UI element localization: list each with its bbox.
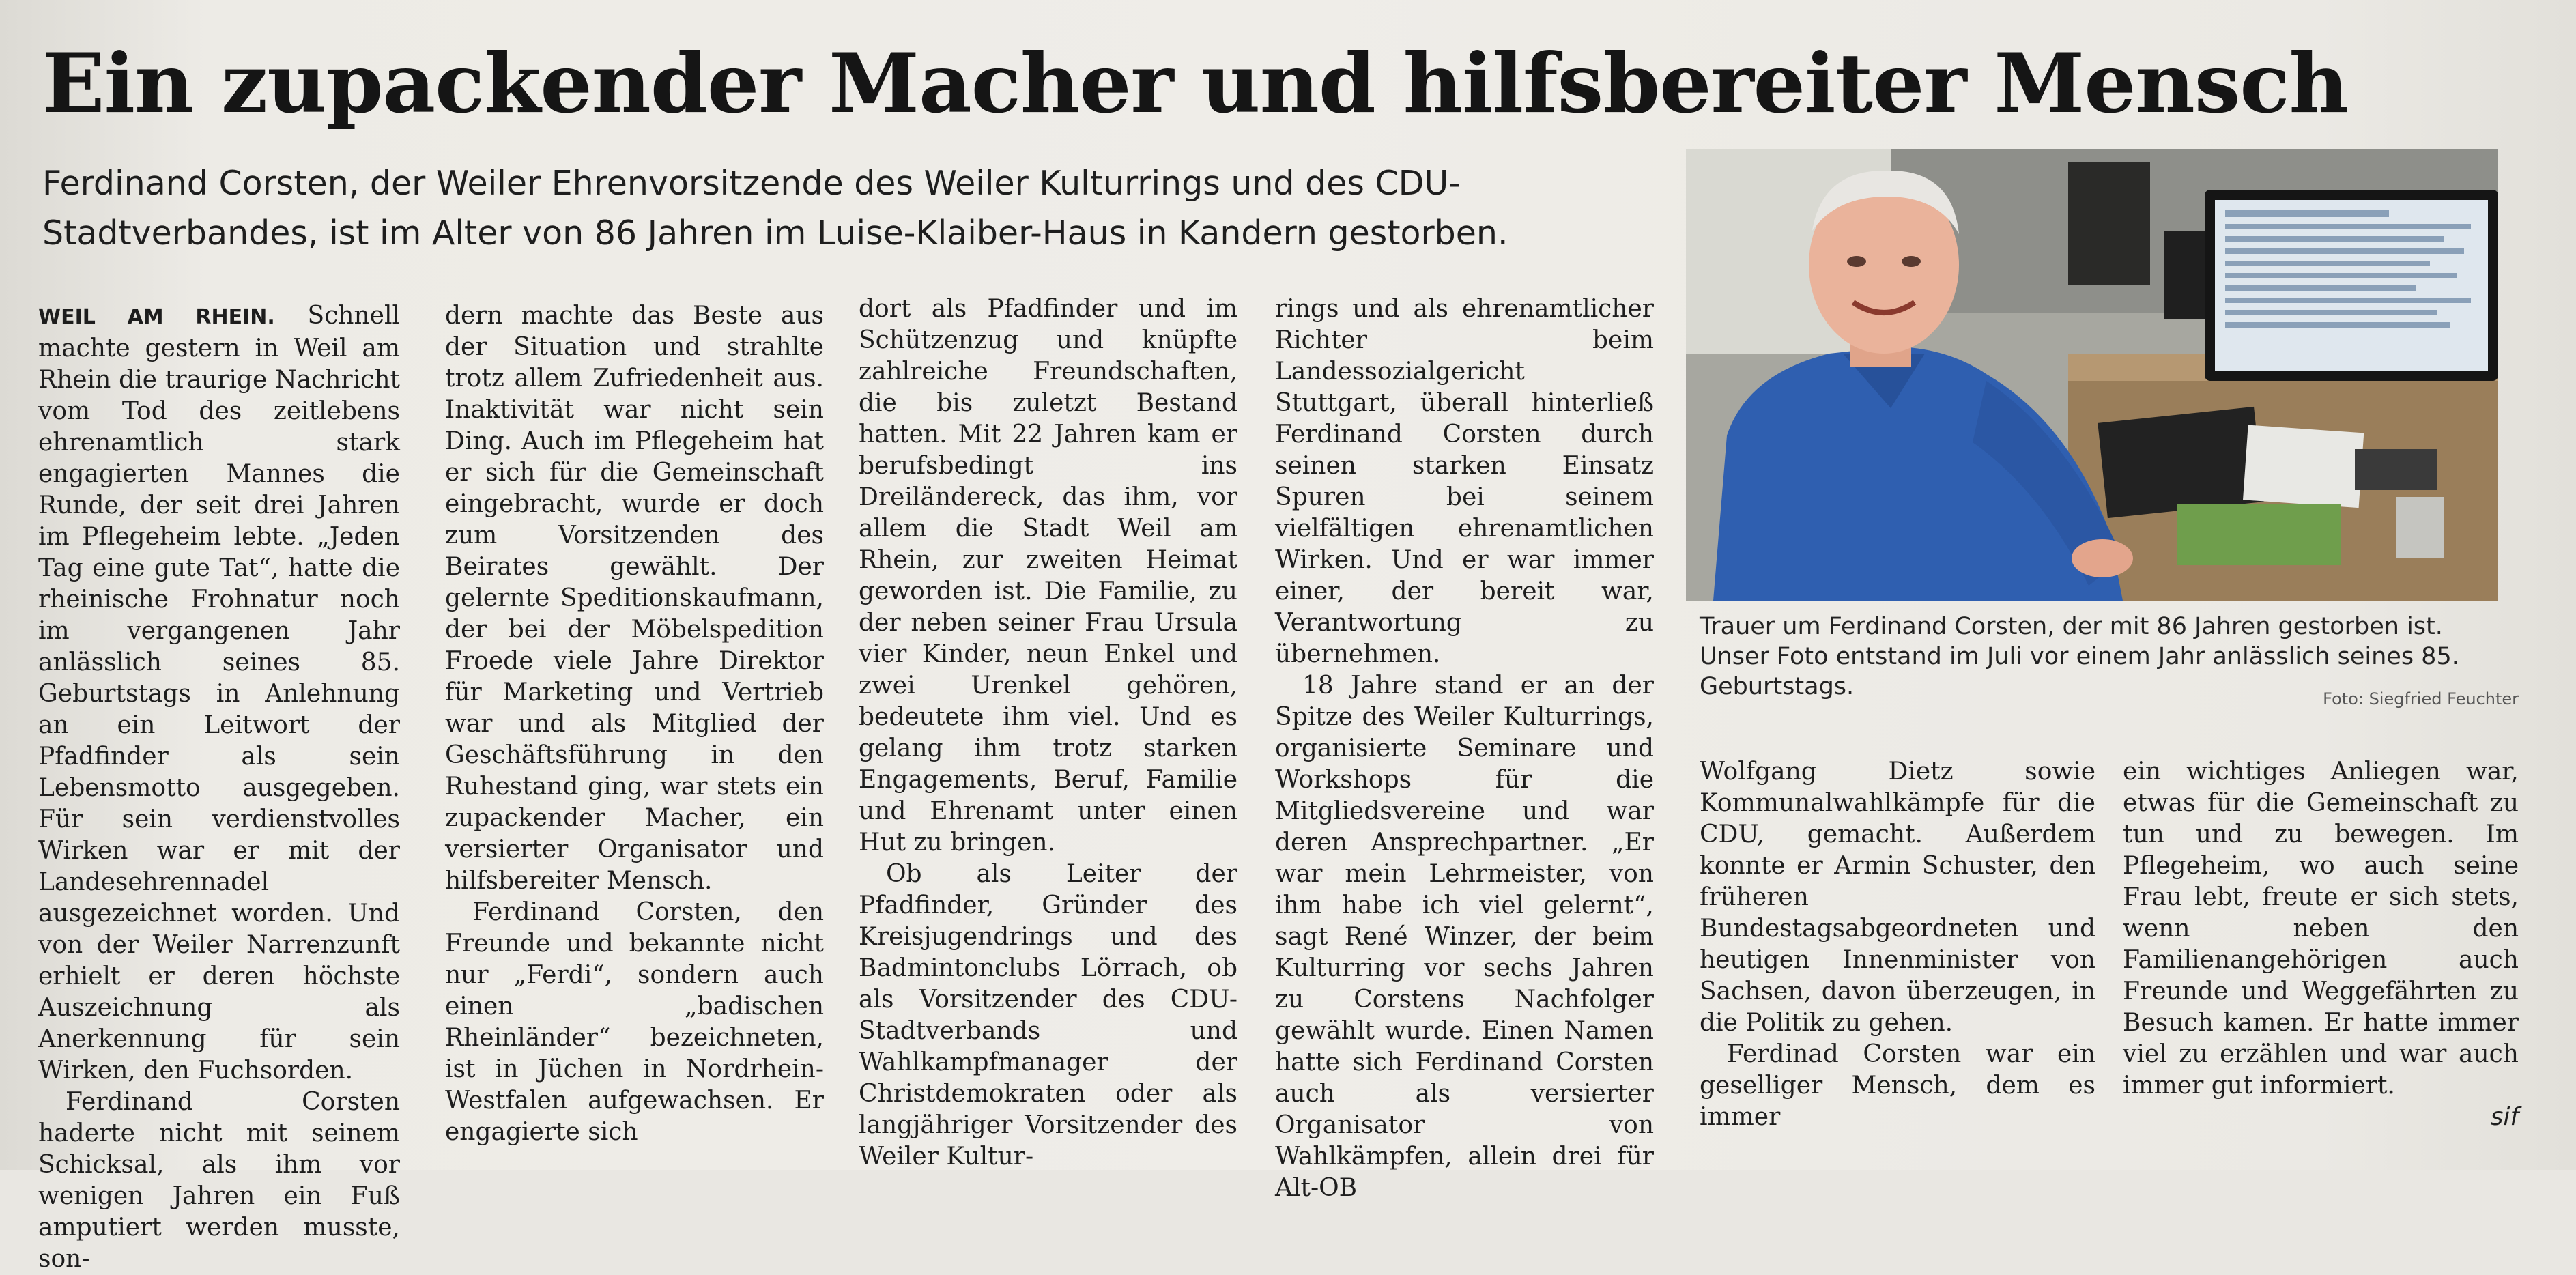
article-column-5 [1700,756,2095,1133]
article-column-2 [445,300,824,1148]
portrait-photo [1686,149,2498,601]
paragraph: Ferdinad Corsten war ein geselliger Mensch, dem es immer [1700,1040,2095,1131]
dateline: WEIL AM RHEIN. [38,305,275,329]
subheadline: Ferdinand Corsten, der Weiler Ehrenvorsitzende des Weiler Kulturrings und des CDU-Stadtverbandes, ist im Alter von 86 Jahren im Luise-Klaiber-Haus in Kandern gestorben. [42,164,1508,253]
paragraph: Ferdinand Corsten, den Freunde und bekannte nicht nur „Ferdi“, sondern auch einen „badischen Rheinländer“ bezeichneten, ist in Jüchen in Nordrhein-Westfalen aufgewachsen. Er engagierte sich [445,898,824,1146]
photo-caption: Trauer um Ferdinand Corsten, der mit 86 Jahren gestorben ist. Unser Foto entstand im Juli vor einem Jahr anlässlich seines 85. Geburtstags. [1700,613,2459,700]
photo-credit: Foto: Siegfried Feuchter [2323,689,2519,708]
article-column-4 [1275,293,1654,1204]
paragraph: dort als Pfadfinder und im Schützenzug und knüpfte zahlreiche Freundschaften, die bis zuletzt Bestand hatten. Mit 22 Jahren kam er berufsbedingt ins Dreiländereck, das ihm, vor allem die Stadt Weil am Rhein, zur zweiten Heimat geworden ist. Die Familie, zu der neben seiner Frau Ursula vier Kinder, neun Enkel und zwei Urenkel gehören, bedeutete ihm viel. Und es gelang ihm trotz starken Engagements, Beruf, Familie und Ehrenamt unter einen Hut zu bringen. [859,295,1237,857]
paragraph: 18 Jahre stand er an der Spitze des Weiler Kulturrings, organisierte Seminare und Workshops für die Mitgliedsvereine und war deren Ansprechpartner. „Er war mein Lehrmeister, von ihm habe ich viel gelernt“, sagt René Winzer, der beim Kulturring vor sechs Jahren zu Corstens Nachfolger gewählt wurde. Einen Namen hatte sich Ferdinand Corsten auch als versierter Organisator von Wahlkämpfen, allein drei für Alt-OB [1275,672,1654,1202]
headline: Ein zupackender Macher und hilfsbereiter Mensch [42,35,2348,132]
paragraph: Ob als Leiter der Pfadfinder, Gründer des Kreisjugendrings und des Badmintonclubs Lörrach, ob als Vorsitzender des CDU-Stadtverbands und Wahlkampfmanager der Christdemokraten oder als langjähriger Vorsitzender des Weiler Kultur- [859,860,1237,1171]
paragraph: dern machte das Beste aus der Situation und strahlte trotz allem Zufriedenheit aus. Inaktivität war nicht sein Ding. Auch im Pflegeheim hat er sich für die Gemeinschaft eingebracht, wurde er doch zum Vorsitzenden des Beirates gewählt. Der gelernte Speditionskaufmann, der bei der Möbelspedition Froede viele Jahre Direktor für Marketing und Vertrieb war und als Mitglied der Geschäftsführung in den Ruhestand ging, war stets ein zupackender Macher, ein versierter Organisator und hilfsbereiter Mensch. [445,302,824,895]
article-column-3 [859,293,1237,1173]
article-column-1 [38,300,400,1275]
paragraph: Schnell machte gestern in Weil am Rhein die traurige Nachricht vom Tod des zeitlebens ehrenamtlich stark engagierten Mannes die Runde, der seit drei Jahren im Pflegeheim lebte. „Jeden Tag eine gute Tat“, hatte die rheinische Frohnatur noch im vergangenen Jahr anlässlich seines 85. Geburtstags in Anlehnung an ein Leitwort der Pfadfinder als sein Lebensmotto ausgegeben. Für sein verdienstvolles Wirken war er mit der Landesehrennadel ausgezeichnet worden. Und von der Weiler Narrenzunft erhielt er deren höchste Auszeichnung als Anerkennung für sein Wirken, den Fuchsorden. [38,302,400,1085]
paragraph: Ferdinand Corsten haderte nicht mit seinem Schicksal, als ihm vor wenigen Jahren ein Fuß amputiert werden musste, son- [38,1088,400,1273]
author-signature: sif [2490,1103,2519,1131]
paragraph: Wolfgang Dietz sowie Kommunalwahlkämpfe für die CDU, gemacht. Außerdem konnte er Armin Schuster, den früheren Bundestagsabgeordneten und heutigen Innenminister von Sachsen, davon überzeugen, in die Politik zu gehen. [1700,758,2095,1037]
paragraph: rings und als ehrenamtlicher Richter beim Landessozialgericht Stuttgart, überall hinterließ Ferdinand Corsten durch seinen starken Einsatz Spuren bei seinem vielfältigen ehrenamtlichen Wirken. Und er war immer einer, der bereit war, Verantwortung zu übernehmen. [1275,295,1654,668]
paragraph: ein wichtiges Anliegen war, etwas für die Gemeinschaft zu tun und zu bewegen. Im Pflegeheim, wo auch seine Frau lebt, freute er sich stets, wenn neben den Familienangehörigen auch Freunde und Weggefährten zu Besuch kamen. Er hatte immer viel zu erzählen und war auch immer gut informiert. [2123,758,2519,1100]
article-column-6 [2123,756,2519,1133]
